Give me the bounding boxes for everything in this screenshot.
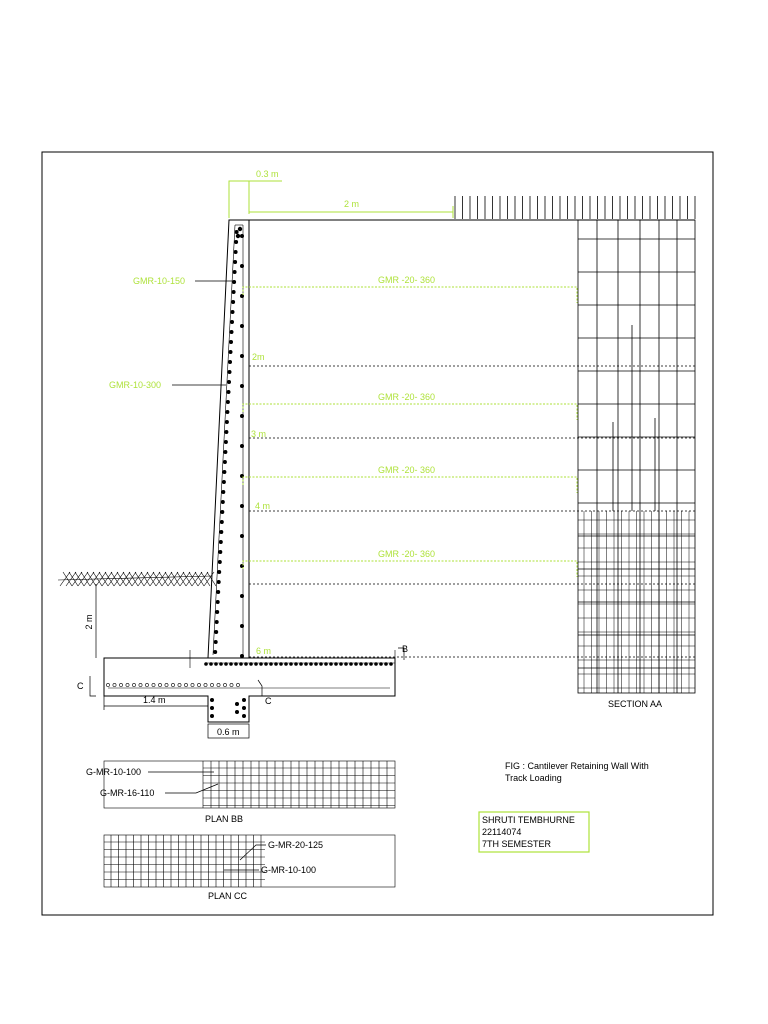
rebar-dot — [240, 264, 244, 268]
rebar-circle — [132, 683, 135, 686]
section-mark-c-right: C — [265, 696, 272, 706]
rebar-dot — [229, 350, 233, 354]
heel-bar-lines — [243, 287, 577, 577]
section-aa-grid — [578, 220, 695, 693]
rebar-dot — [254, 662, 258, 666]
title-block-id: 22114074 — [482, 827, 522, 837]
rebar-dot — [230, 320, 234, 324]
rebar-dot — [233, 270, 237, 274]
rebar-dot — [235, 710, 239, 714]
rebar-dot — [364, 662, 368, 666]
rebar-circle — [165, 683, 168, 686]
rebar-dot — [240, 324, 244, 328]
rebar-circle — [210, 683, 213, 686]
rebar-dot — [242, 714, 246, 718]
rebar-dot — [216, 600, 220, 604]
rebar-dot — [219, 530, 223, 534]
rebar-circle — [139, 683, 142, 686]
stem-bar-label-top: GMR-10-150 — [133, 276, 186, 286]
rebar-dot — [240, 594, 244, 598]
rebar-dot — [210, 698, 214, 702]
rebar-circle — [126, 683, 129, 686]
rebar-dot — [221, 490, 225, 494]
rebar-dot — [294, 662, 298, 666]
plan-bb-label-2: G-MR-16-110 — [100, 788, 155, 798]
plan-cc-label-1: G-MR-20-125 — [268, 840, 324, 850]
dim-toe-length: 1.4 m — [143, 695, 166, 705]
rebar-dot — [235, 230, 239, 234]
rebar-circle — [236, 683, 239, 686]
dim-key-width: 0.6 m — [217, 727, 240, 737]
backfill — [249, 196, 695, 220]
rebar-dot — [234, 240, 238, 244]
rebar-dot — [229, 662, 233, 666]
rebar-dot — [240, 624, 244, 628]
rebar-dot — [264, 662, 268, 666]
rebar-dot — [379, 662, 383, 666]
rebar-circle — [178, 683, 181, 686]
dim-top-width: 0.3 m — [256, 169, 279, 179]
rebar-dot — [216, 590, 220, 594]
rebar-dot — [222, 470, 226, 474]
rebar-dot — [214, 630, 218, 634]
rebar-dot — [214, 662, 218, 666]
section-marks — [90, 648, 404, 696]
rebar-dot — [215, 620, 219, 624]
rebar-dot — [225, 420, 229, 424]
rebar-dot — [309, 662, 313, 666]
rebar-circle — [223, 683, 226, 686]
section-mark-b: B — [402, 644, 409, 654]
rebar-dot — [299, 662, 303, 666]
rebar-dot — [228, 360, 232, 364]
rebar-dot — [223, 460, 227, 464]
rebar-dot — [240, 654, 244, 658]
rebar-dot — [314, 662, 318, 666]
rebar-dot — [369, 662, 373, 666]
rebar-dot — [209, 662, 213, 666]
rebar-dot — [223, 450, 227, 454]
figure-caption-line2: Track Loading — [505, 773, 562, 783]
rebar-dot — [226, 400, 230, 404]
rebar-dot — [389, 662, 393, 666]
rebar-dot — [231, 300, 235, 304]
rebar-dot — [234, 250, 238, 254]
rebar-dot — [234, 662, 238, 666]
rebar-dot — [210, 714, 214, 718]
rebar-dot — [236, 234, 240, 238]
rebar-dot — [239, 662, 243, 666]
section-aa-title: SECTION AA — [608, 699, 663, 709]
rebar-dot — [274, 662, 278, 666]
rebar-dot — [210, 706, 214, 710]
plan-cc-grid — [104, 835, 395, 887]
rebar-dot — [221, 500, 225, 504]
track-load-hatch — [455, 196, 695, 219]
base-slab-outline — [104, 658, 395, 722]
rebar-circle — [152, 683, 155, 686]
rebar-dot — [344, 662, 348, 666]
rebar-circle — [191, 683, 194, 686]
dim-depth-6m: 6 m — [256, 646, 272, 656]
rebar-dot — [232, 290, 236, 294]
rebar-dot — [227, 390, 231, 394]
rebar-dot — [219, 662, 223, 666]
drawing-border — [42, 152, 713, 915]
top-dimensions — [229, 181, 453, 218]
wall-section — [104, 220, 395, 722]
rebar-dot — [213, 650, 217, 654]
rebar-dot — [339, 662, 343, 666]
rebar-dot — [228, 370, 232, 374]
rebar-dot — [220, 510, 224, 514]
rebar-dot — [204, 662, 208, 666]
rebar-circle — [197, 683, 200, 686]
rebar-dot — [240, 414, 244, 418]
stem-bar-label-mid: GMR-10-300 — [109, 380, 162, 390]
rebar-dot — [240, 384, 244, 388]
rebar-dot — [227, 380, 231, 384]
rebar-dot — [224, 440, 228, 444]
rebar-dot — [329, 662, 333, 666]
rebar-dot — [304, 662, 308, 666]
heel-bar-label-4: GMR -20- 360 — [378, 549, 436, 559]
rebar-circle — [158, 683, 161, 686]
rebar-dot — [218, 550, 222, 554]
rebar-dot — [349, 662, 353, 666]
rebar-dot — [214, 640, 218, 644]
rebar-circle — [145, 683, 148, 686]
rebar-dot — [217, 570, 221, 574]
rebar-dot — [231, 310, 235, 314]
rebar-dot — [324, 662, 328, 666]
rebar-circle — [119, 683, 122, 686]
rebar-circle — [204, 683, 207, 686]
rebar-dot — [359, 662, 363, 666]
dim-heel-length: 2 m — [344, 199, 360, 209]
rebar-dot — [218, 560, 222, 564]
rebar-dot — [224, 662, 228, 666]
toe-rebar-circles — [106, 683, 239, 686]
rebar-dot — [240, 504, 244, 508]
dim-depth-2m: 2m — [252, 352, 265, 362]
rebar-dot — [238, 227, 242, 231]
heel-bar-label-2: GMR -20- 360 — [378, 392, 436, 402]
rebar-dot — [217, 580, 221, 584]
rebar-circle — [171, 683, 174, 686]
base-rebar-dots — [204, 662, 393, 718]
dim-depth-3m: 3 m — [251, 429, 267, 439]
rebar-dot — [232, 280, 236, 284]
rebar-dot — [225, 410, 229, 414]
plan-bb-grid — [104, 761, 395, 808]
rebar-dot — [374, 662, 378, 666]
figure-caption-line1: FIG : Cantilever Retaining Wall With — [505, 761, 649, 771]
pressure-lines — [249, 366, 695, 657]
rebar-dot — [354, 662, 358, 666]
rebar-dot — [384, 662, 388, 666]
rebar-dot — [220, 520, 224, 524]
plan-cc-label-2: G-MR-10-100 — [261, 865, 317, 875]
rebar-dot — [233, 260, 237, 264]
rebar-dot — [230, 330, 234, 334]
rebar-dot — [242, 706, 246, 710]
rebar-dot — [244, 662, 248, 666]
rebar-dot — [219, 540, 223, 544]
rebar-dot — [319, 662, 323, 666]
plan-bb-title: PLAN BB — [205, 814, 244, 824]
rebar-dot — [334, 662, 338, 666]
rebar-circle — [184, 683, 187, 686]
section-mark-c-left: C — [77, 681, 84, 691]
rebar-circle — [106, 683, 109, 686]
rebar-dot — [240, 234, 244, 238]
rebar-dot — [229, 340, 233, 344]
ground-line — [58, 576, 212, 580]
plan-bb-label-1: G-MR-10-100 — [86, 767, 142, 777]
hatch-line — [60, 572, 70, 586]
ground-hatch — [58, 572, 216, 586]
rebar-circle — [217, 683, 220, 686]
rebar-circle — [230, 683, 233, 686]
rebar-dot — [269, 662, 273, 666]
rebar-dot — [224, 430, 228, 434]
title-block-name: SHRUTI TEMBHURNE — [482, 815, 575, 825]
rebar-dot — [235, 702, 239, 706]
rebar-dot — [215, 610, 219, 614]
heel-bar-label-3: GMR -20- 360 — [378, 465, 436, 475]
heel-bar-label-1: GMR -20- 360 — [378, 275, 436, 285]
plan-cc-title: PLAN CC — [208, 891, 248, 901]
stem-rebar-dots — [213, 227, 244, 658]
dim-soil-height: 2 m — [84, 614, 94, 630]
rebar-circle — [113, 683, 116, 686]
rebar-dot — [289, 662, 293, 666]
title-block-semester: 7TH SEMESTER — [482, 839, 552, 849]
rebar-dot — [249, 662, 253, 666]
rebar-dot — [240, 444, 244, 448]
rebar-dot — [242, 698, 246, 702]
rebar-dot — [240, 534, 244, 538]
rebar-dot — [259, 662, 263, 666]
dim-depth-4m: 4 m — [255, 501, 271, 511]
rebar-dot — [284, 662, 288, 666]
rebar-dot — [222, 480, 226, 484]
rebar-dot — [279, 662, 283, 666]
rebar-dot — [240, 354, 244, 358]
